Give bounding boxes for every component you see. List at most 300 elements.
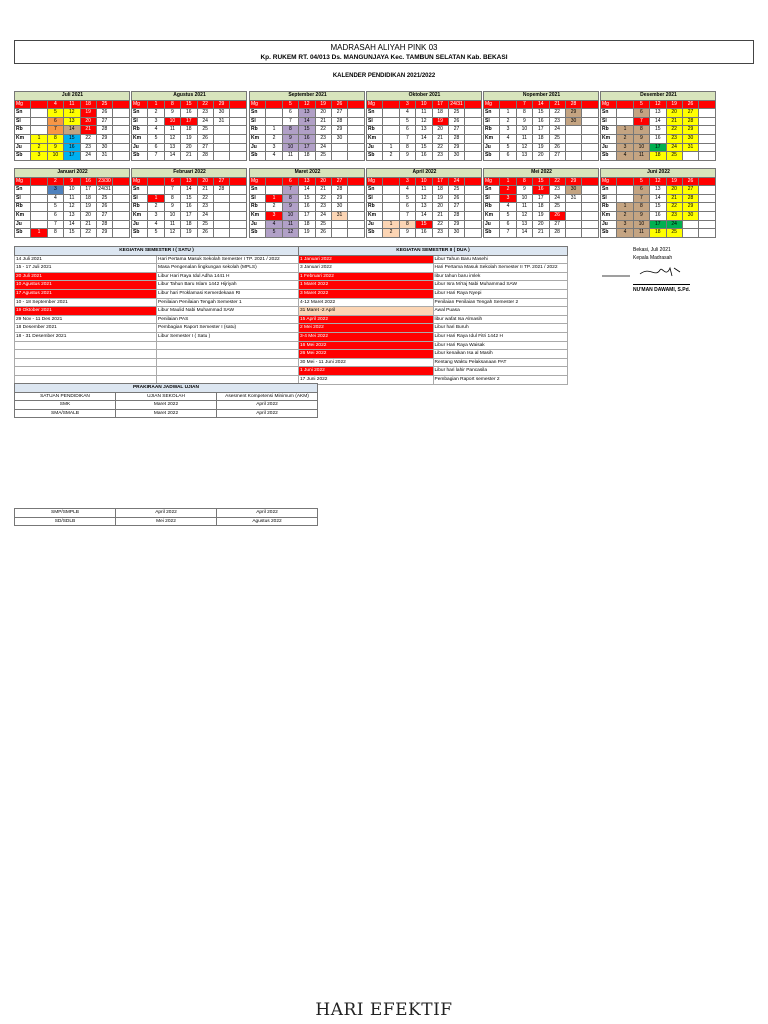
day-cell: 22 — [666, 203, 682, 212]
day-label: Mg — [367, 100, 383, 109]
day-cell: 24 — [666, 143, 682, 152]
spacer-cell — [582, 109, 599, 118]
spacer-cell — [582, 177, 599, 186]
day-cell: 16 — [533, 186, 549, 195]
activity-desc: Hari Pertama Masuk Sekolah Semester I TP. 2021 / 2022 — [157, 255, 299, 264]
day-cell — [31, 126, 47, 135]
day-label: Km — [601, 134, 617, 143]
day-cell: 11 — [164, 126, 180, 135]
activity-date: 10 - 18 September 2021 — [15, 298, 157, 307]
day-cell: 2 — [47, 177, 63, 186]
day-cell: 23 — [666, 134, 682, 143]
spacer-cell — [465, 134, 482, 143]
day-label: Sn — [601, 109, 617, 118]
day-cell: 7 — [282, 186, 298, 195]
day-cell: 26 — [197, 229, 213, 238]
day-cell: 24 — [315, 211, 331, 220]
day-cell: 23/30 — [98, 177, 111, 184]
day-cell: 6 — [282, 109, 298, 118]
day-cell: 13 — [299, 109, 315, 118]
day-cell: 7 — [282, 117, 298, 126]
day-cell: 16 — [299, 203, 315, 212]
day-cell — [31, 186, 47, 195]
day-cell: 8 — [282, 194, 298, 203]
day-cell: 5 — [282, 100, 298, 109]
day-cell: 30 — [331, 203, 347, 212]
day-label: Sb — [15, 229, 31, 238]
day-cell: 4 — [500, 203, 516, 212]
day-cell: 10 — [516, 194, 532, 203]
spacer-cell — [699, 220, 716, 229]
spacer-cell — [230, 186, 247, 195]
exam-header: UJIAN SEKOLAH — [116, 392, 217, 401]
day-cell: 1 — [31, 229, 47, 238]
month-name: Nopember 2021 — [484, 92, 599, 101]
spacer-cell — [113, 152, 130, 161]
day-cell: 15 — [181, 194, 197, 203]
day-label: Ju — [250, 143, 266, 152]
day-label: Km — [367, 211, 383, 220]
day-cell: 5 — [500, 143, 516, 152]
day-cell: 12 — [64, 203, 80, 212]
day-cell: 10 — [416, 177, 432, 186]
activity-date: 1 Februari 2022 — [299, 272, 434, 281]
day-label: Km — [601, 211, 617, 220]
spacer-cell — [113, 126, 130, 135]
day-cell — [682, 220, 698, 229]
day-label: Mg — [250, 100, 266, 109]
spacer-cell — [348, 203, 365, 212]
day-cell: 24 — [315, 143, 331, 152]
day-label: Rb — [132, 126, 148, 135]
month-name: Mei 2022 — [484, 169, 599, 178]
day-label: Ju — [132, 220, 148, 229]
day-cell — [565, 203, 581, 212]
day-cell — [266, 117, 282, 126]
day-cell: 19 — [315, 100, 331, 109]
day-cell: 1 — [617, 203, 633, 212]
day-cell: 15 — [64, 229, 80, 238]
spacer-cell — [465, 117, 482, 126]
day-cell: 22 — [197, 100, 213, 109]
day-cell: 4 — [399, 109, 415, 118]
day-cell: 2 — [500, 117, 516, 126]
day-cell: 11 — [516, 203, 532, 212]
day-cell: 6 — [47, 211, 63, 220]
day-cell: 25 — [666, 152, 682, 161]
day-cell: 16 — [416, 152, 432, 161]
activity-date — [15, 341, 157, 350]
day-cell: 21 — [533, 229, 549, 238]
spacer-cell — [582, 186, 599, 195]
day-cell: 18 — [533, 203, 549, 212]
day-cell: 17 — [650, 143, 666, 152]
day-cell: 12 — [650, 100, 666, 109]
day-cell: 11 — [633, 229, 649, 238]
day-cell: 22 — [315, 194, 331, 203]
activity-date: 3 Januari 2022 — [299, 264, 434, 273]
spacer-cell — [113, 211, 130, 220]
day-cell: 30 — [565, 117, 581, 126]
day-cell: 29 — [682, 126, 698, 135]
spacer-cell — [465, 229, 482, 238]
day-cell: 18 — [432, 109, 448, 118]
month-calendar — [14, 168, 130, 238]
day-cell — [31, 220, 47, 229]
spacer-cell — [582, 126, 599, 135]
day-cell: 3 — [399, 177, 415, 186]
day-cell: 3 — [148, 117, 164, 126]
day-cell: 13 — [516, 220, 532, 229]
day-cell: 8 — [164, 194, 180, 203]
day-cell: 26 — [315, 229, 331, 238]
day-cell: 27 — [448, 126, 464, 135]
day-cell: 18 — [299, 152, 315, 161]
day-label: Rb — [15, 203, 31, 212]
day-cell — [565, 152, 581, 161]
activity-desc: libur wafat Isa Almasih — [433, 315, 568, 324]
spacer-cell — [699, 194, 716, 203]
day-cell: 23 — [197, 203, 213, 212]
day-cell: 25 — [315, 220, 331, 229]
day-cell — [565, 211, 581, 220]
day-cell: 17 — [533, 126, 549, 135]
day-label: Ju — [484, 143, 500, 152]
activity-date — [15, 358, 157, 367]
day-label: Mg — [601, 177, 617, 186]
day-cell: 11 — [282, 220, 298, 229]
footer-title: HARI EFEKTIF — [315, 1000, 453, 1020]
day-label: Sn — [367, 109, 383, 118]
month-calendar — [483, 91, 599, 161]
day-cell — [213, 194, 229, 203]
day-cell: 2 — [383, 152, 399, 161]
day-cell — [383, 117, 399, 126]
day-cell: 4 — [47, 194, 63, 203]
exam-cell: April 2022 — [217, 409, 318, 418]
day-cell: 22 — [80, 134, 96, 143]
day-cell: 6 — [500, 220, 516, 229]
day-cell — [617, 177, 633, 186]
day-cell: 11 — [516, 134, 532, 143]
day-cell: 20 — [80, 211, 96, 220]
exam-cell: April 2022 — [116, 509, 217, 518]
day-cell: 25 — [197, 126, 213, 135]
day-cell: 28 — [549, 229, 565, 238]
day-cell: 18 — [181, 220, 197, 229]
day-cell: 6 — [47, 117, 63, 126]
day-cell: 14 — [650, 194, 666, 203]
day-cell: 1 — [148, 100, 164, 109]
day-cell: 25 — [197, 220, 213, 229]
activity-desc: Hari Pertama Masuk Sekolah Semester II TP. 2021 / 2022 — [433, 264, 568, 273]
day-cell: 9 — [516, 117, 532, 126]
day-cell — [213, 211, 229, 220]
day-cell: 24 — [197, 211, 213, 220]
spacer-cell — [465, 177, 482, 186]
day-cell: 17 — [64, 152, 80, 161]
day-cell: 16 — [181, 203, 197, 212]
day-cell: 24 — [197, 117, 213, 126]
day-cell: 4 — [617, 229, 633, 238]
day-cell: 6 — [633, 109, 649, 118]
day-cell — [213, 143, 229, 152]
day-cell — [500, 100, 516, 109]
activity-desc: Libur kenaikan Isa al Masih — [433, 350, 568, 359]
activity-desc — [157, 358, 299, 367]
day-cell: 16 — [299, 134, 315, 143]
day-label: Ju — [484, 220, 500, 229]
semester1-table — [14, 246, 299, 385]
spacer-cell — [582, 211, 599, 220]
spacer-cell — [582, 220, 599, 229]
day-cell: 27 — [682, 186, 698, 195]
day-label: Ju — [601, 143, 617, 152]
activity-date: 26 Mei 2022 — [299, 350, 434, 359]
spacer-cell — [465, 143, 482, 152]
day-cell: 26 — [96, 109, 112, 118]
day-cell: 14 — [299, 186, 315, 195]
day-cell: 17 — [181, 117, 197, 126]
activity-desc: Libur Hari Raya Idul Adha 1441 H — [157, 272, 299, 281]
day-cell — [383, 177, 399, 186]
day-cell: 10 — [282, 143, 298, 152]
day-cell — [617, 194, 633, 203]
month-calendar — [249, 168, 365, 238]
spacer-cell — [465, 194, 482, 203]
day-cell: 17 — [80, 186, 96, 195]
day-cell: 13 — [64, 211, 80, 220]
day-cell: 10 — [416, 100, 432, 109]
day-cell: 15 — [64, 134, 80, 143]
day-cell: 9 — [164, 109, 180, 118]
day-cell — [565, 126, 581, 135]
day-label: Sn — [15, 109, 31, 118]
activity-date: 17 Juni 2022 — [299, 375, 434, 384]
day-cell: 17 — [299, 211, 315, 220]
day-cell: 31 — [96, 152, 112, 161]
day-cell: 10 — [164, 211, 180, 220]
day-cell: 8 — [399, 220, 415, 229]
activity-desc: Penilaian PAS — [157, 315, 299, 324]
exam-cell: April 2022 — [217, 509, 318, 518]
day-cell: 6 — [282, 177, 298, 186]
day-cell: 1 — [383, 143, 399, 152]
day-label: Sb — [484, 229, 500, 238]
signature-role: Kepala Madrasah — [633, 255, 673, 261]
day-cell: 6 — [164, 177, 180, 186]
day-cell: 4 — [399, 186, 415, 195]
activity-desc: Libur Maulid Nabi Muhammad SAW — [157, 307, 299, 316]
spacer-cell — [348, 220, 365, 229]
day-cell: 21 — [80, 126, 96, 135]
month-name: Agustus 2021 — [132, 92, 247, 101]
spacer-cell — [348, 100, 365, 109]
activity-desc — [157, 341, 299, 350]
day-cell: 10 — [516, 126, 532, 135]
day-cell — [565, 220, 581, 229]
day-cell: 15 — [416, 220, 432, 229]
day-cell: 16 — [416, 229, 432, 238]
day-cell: 1 — [383, 220, 399, 229]
spacer-cell — [582, 229, 599, 238]
day-label: Sl — [484, 194, 500, 203]
day-label: Sn — [250, 186, 266, 195]
day-cell: 4 — [617, 152, 633, 161]
day-cell: 22 — [197, 194, 213, 203]
spacer-cell — [348, 109, 365, 118]
day-cell: 8 — [633, 126, 649, 135]
day-label: Sb — [484, 152, 500, 161]
activity-desc: Libur hari lahir Pancasila — [433, 367, 568, 376]
day-cell — [331, 152, 347, 161]
spacer-cell — [113, 100, 130, 109]
day-label: Km — [484, 211, 500, 220]
day-cell: 28 — [96, 126, 112, 135]
day-cell: 3 — [47, 186, 63, 195]
day-cell — [565, 229, 581, 238]
day-cell: 27 — [197, 143, 213, 152]
day-cell: 12 — [416, 194, 432, 203]
day-cell: 19 — [432, 117, 448, 126]
spacer-cell — [699, 186, 716, 195]
activity-date: 18 - 31 Desember 2021 — [15, 332, 157, 341]
day-cell: 5 — [633, 177, 649, 186]
exam-cell: SMP/SMPLB — [15, 509, 116, 518]
day-cell: 9 — [516, 186, 532, 195]
day-cell: 16 — [80, 177, 96, 186]
day-cell: 15 — [650, 126, 666, 135]
spacer-cell — [230, 143, 247, 152]
day-label: Mg — [132, 177, 148, 186]
day-cell: 26 — [682, 100, 698, 109]
day-cell: 27 — [549, 220, 565, 229]
signature-name: NU'MAN DAWAMI, S.Pd. — [633, 284, 690, 294]
day-cell — [266, 100, 282, 109]
day-cell: 8 — [516, 177, 532, 186]
day-cell: 21 — [80, 220, 96, 229]
day-cell: 1 — [266, 126, 282, 135]
day-cell: 27 — [549, 152, 565, 161]
day-cell: 2 — [383, 229, 399, 238]
spacer-cell — [230, 152, 247, 161]
day-cell — [31, 177, 47, 186]
day-label: Rb — [250, 126, 266, 135]
day-cell: 19 — [299, 229, 315, 238]
month-calendar — [600, 91, 716, 161]
day-cell: 12 — [516, 143, 532, 152]
day-cell: 26 — [448, 117, 464, 126]
day-cell: 3 — [500, 126, 516, 135]
day-cell: 11 — [164, 220, 180, 229]
day-label: Sl — [15, 194, 31, 203]
day-cell: 1 — [500, 109, 516, 118]
exam-schedule-table — [14, 383, 318, 418]
activity-desc: Libur Semester I ( Satu ) — [157, 332, 299, 341]
day-label: Ju — [367, 220, 383, 229]
day-label: Sl — [132, 194, 148, 203]
day-cell — [266, 186, 282, 195]
day-cell: 11 — [64, 194, 80, 203]
spacer-cell — [582, 203, 599, 212]
day-cell: 18 — [432, 186, 448, 195]
day-cell: 14 — [533, 100, 549, 109]
day-label: Km — [367, 134, 383, 143]
day-cell: 18 — [181, 126, 197, 135]
month-calendar — [14, 91, 130, 161]
day-cell: 21 — [432, 134, 448, 143]
spacer-cell — [113, 186, 130, 195]
day-cell: 19 — [666, 100, 682, 109]
day-label: Ju — [132, 143, 148, 152]
day-cell: 21 — [197, 186, 213, 195]
day-label: Rb — [601, 126, 617, 135]
day-cell: 10 — [64, 186, 80, 195]
spacer-cell — [348, 117, 365, 126]
day-cell: 28 — [197, 152, 213, 161]
day-cell: 3 — [617, 143, 633, 152]
month-name: Februari 2022 — [132, 169, 247, 178]
day-label: Ju — [15, 143, 31, 152]
day-cell: 28 — [96, 220, 112, 229]
day-label: Km — [484, 134, 500, 143]
day-cell: 18 — [650, 152, 666, 161]
day-label: Rb — [484, 126, 500, 135]
activity-desc: Libur Hari Raya Waisak — [433, 341, 568, 350]
day-cell — [31, 117, 47, 126]
spacer-cell — [699, 211, 716, 220]
day-cell: 4 — [148, 220, 164, 229]
activity-desc: Awal Puasa — [433, 307, 568, 316]
activity-desc: Libur Tahun Baru Masehi — [433, 255, 568, 264]
day-cell: 28 — [331, 186, 347, 195]
day-label: Km — [250, 134, 266, 143]
day-cell — [383, 203, 399, 212]
activity-date: 31 Maret -2 April — [299, 307, 434, 316]
day-cell: 19 — [533, 211, 549, 220]
day-cell: 6 — [633, 186, 649, 195]
day-cell: 13 — [416, 126, 432, 135]
handwritten-signature — [600, 262, 690, 282]
activity-date: 15 - 17 Juli 2021 — [15, 264, 157, 273]
day-label: Km — [15, 134, 31, 143]
day-cell: 17 — [432, 177, 448, 186]
day-label: Sl — [367, 194, 383, 203]
day-cell — [383, 126, 399, 135]
day-label: Ju — [601, 220, 617, 229]
month-calendar — [600, 168, 716, 238]
day-cell: 28 — [331, 117, 347, 126]
day-cell: 19 — [666, 177, 682, 186]
day-cell — [148, 177, 164, 186]
month-name: Juli 2021 — [15, 92, 130, 101]
spacer-cell — [465, 126, 482, 135]
activity-date: 14 Juli 2021 — [15, 255, 157, 264]
spacer-cell — [465, 220, 482, 229]
day-cell: 24/31 — [450, 100, 463, 107]
day-cell: 3 — [617, 220, 633, 229]
day-cell — [31, 194, 47, 203]
activity-date — [15, 350, 157, 359]
activity-desc: Libur Isra Mi'raj Nabi Muhammad SAW — [433, 281, 568, 290]
spacer-cell — [113, 194, 130, 203]
day-cell: 27 — [331, 109, 347, 118]
day-cell: 12 — [516, 211, 532, 220]
day-cell: 17 — [299, 143, 315, 152]
day-cell: 1 — [500, 177, 516, 186]
activity-desc: libur tahun baru imlek — [433, 272, 568, 281]
spacer-cell — [348, 177, 365, 186]
